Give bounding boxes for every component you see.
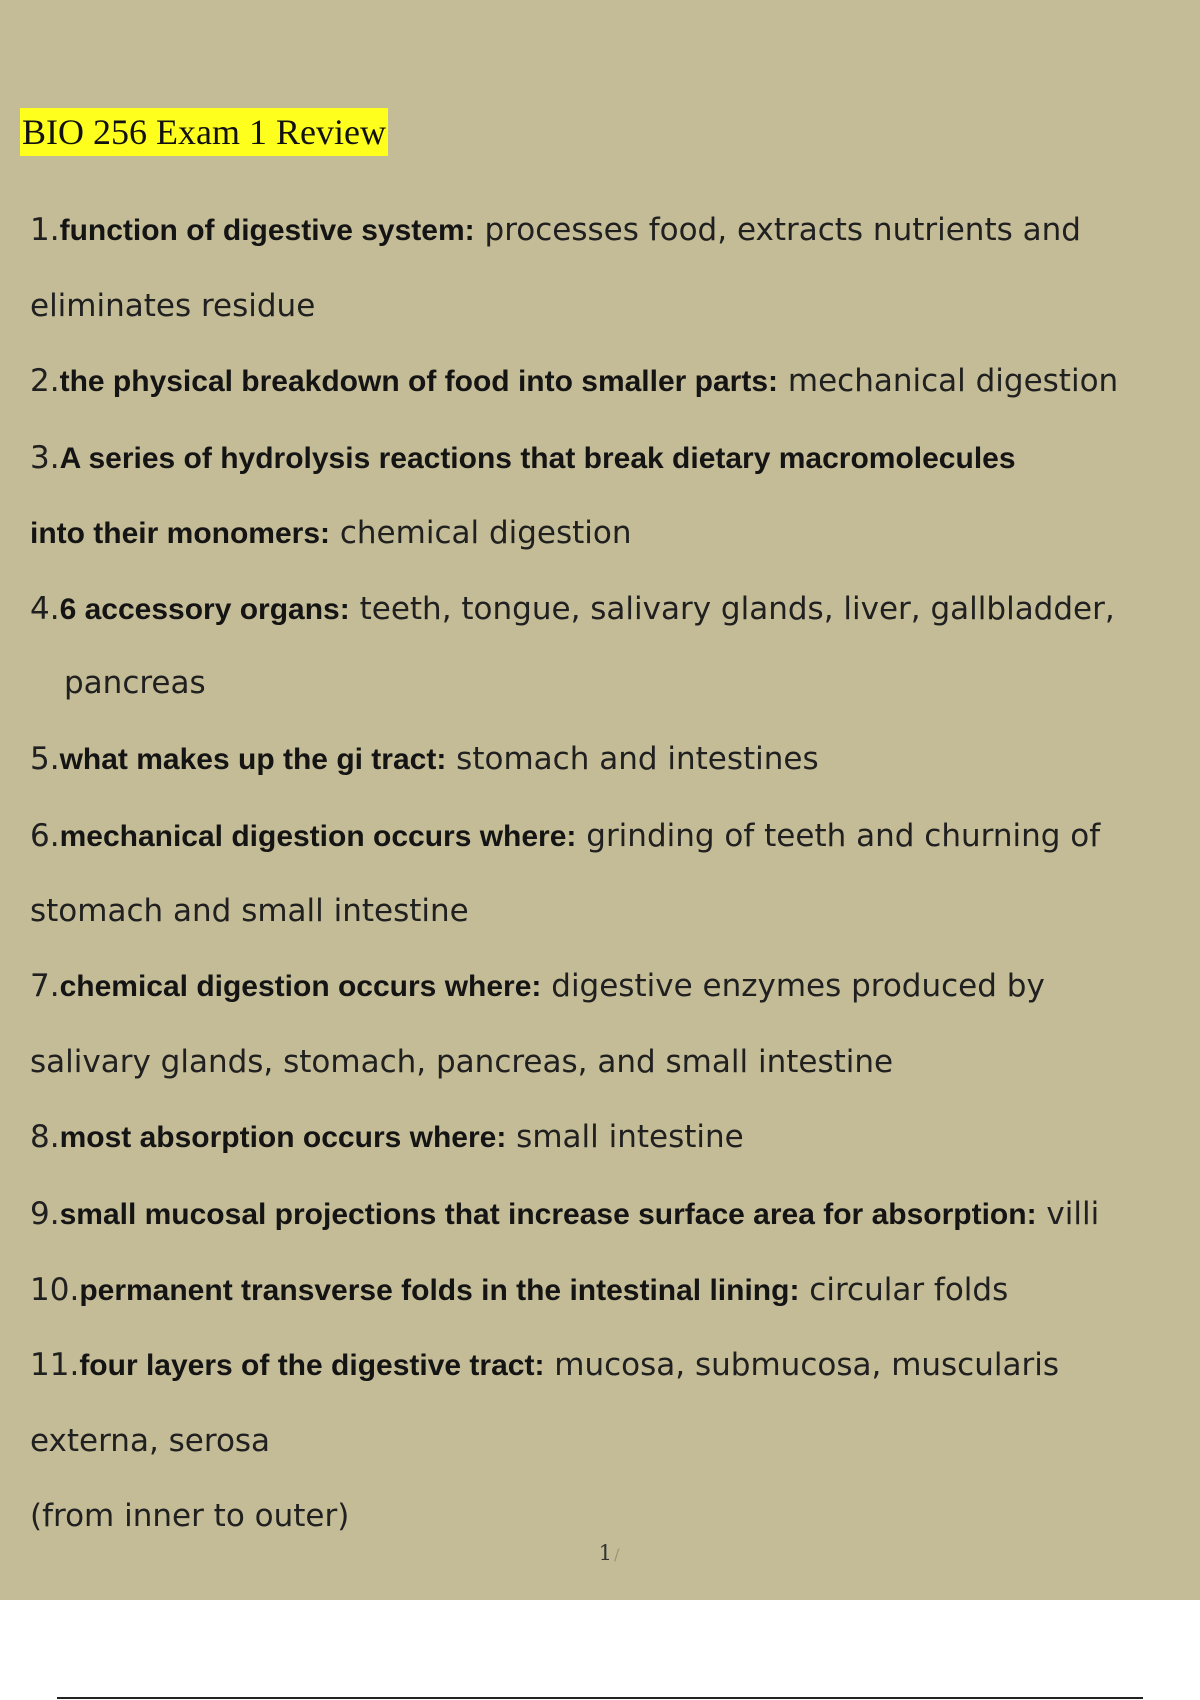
list-item-9 [30,1194,1099,1235]
item-number: 6. [30,818,60,854]
list-item-5 [30,739,819,780]
list-item-11 [30,1345,1059,1386]
item-number: 9. [30,1196,60,1232]
list-item-7 [30,966,1045,1007]
item-number: 2. [30,363,60,399]
item-continuation: stomach and small intestine [30,893,469,929]
item-continuation: pancreas [64,665,206,701]
item-question: A series of hydrolysis reactions that break dietary macromolecules [59,442,1016,475]
document-title: BIO 256 Exam 1 Review [20,108,388,156]
item-question: permanent transverse folds in the intestinal lining: [79,1274,800,1307]
item-number: 7. [30,968,60,1004]
item-question-continued: into their monomers: [30,517,331,550]
item-answer: teeth, tongue, salivary glands, liver, gallbladder, [349,591,1115,627]
item-question: most absorption occurs where: [59,1121,507,1154]
page-divider-rule [57,1697,1143,1699]
list-item-6 [30,816,1100,857]
item-continuation [30,513,632,554]
page-number [0,1541,1200,1565]
item-continuation: eliminates residue [30,288,316,324]
item-continuation: salivary glands, stomach, pancreas, and small intestine [30,1044,894,1080]
item-answer: small intestine [506,1119,744,1155]
item-number: 4. [30,591,60,627]
item-answer: digestive enzymes produced by [541,968,1045,1004]
item-question: the physical breakdown of food into smaller parts: [59,365,779,398]
list-item-8 [30,1117,744,1158]
list-item-1 [30,210,1081,251]
item-number: 8. [30,1119,60,1155]
page-number-value: 1 [598,1541,612,1565]
item-number: 5. [30,741,60,777]
item-answer: processes food, extracts nutrients and [474,212,1081,248]
item-answer: mechanical digestion [778,363,1119,399]
item-number: 3. [30,440,60,476]
item-question: function of digestive system: [59,214,475,247]
item-question: what makes up the gi tract: [59,743,447,776]
item-answer: circular folds [799,1272,1009,1308]
item-question: 6 accessory organs: [59,593,350,626]
item-number: 10. [30,1272,80,1308]
item-answer: chemical digestion [330,515,632,551]
list-item-2 [30,361,1118,402]
item-number: 1. [30,212,60,248]
item-answer: mucosa, submucosa, muscularis [544,1347,1059,1383]
item-answer: stomach and intestines [446,741,819,777]
list-item-4 [30,589,1115,630]
item-question: chemical digestion occurs where: [59,970,542,1003]
item-question: four layers of the digestive tract: [79,1349,545,1382]
item-question: small mucosal projections that increase surface area for absorption: [59,1198,1037,1231]
item-continuation: externa, serosa [30,1423,271,1459]
item-continuation: (from inner to outer) [30,1498,350,1534]
item-answer: villi [1036,1196,1100,1232]
list-item-3 [30,438,1016,479]
page-separator: / [613,1545,620,1564]
item-number: 11. [30,1347,80,1383]
list-item-10 [30,1270,1008,1311]
item-answer: grinding of teeth and churning of [576,818,1101,854]
item-question: mechanical digestion occurs where: [59,820,577,853]
